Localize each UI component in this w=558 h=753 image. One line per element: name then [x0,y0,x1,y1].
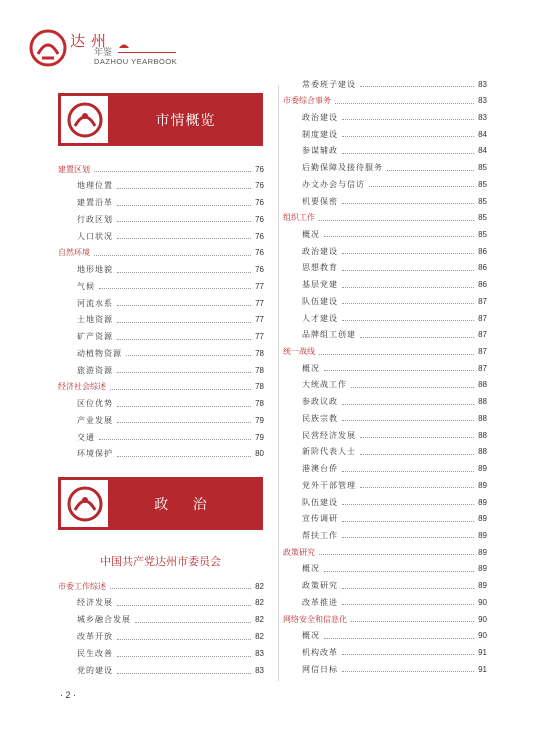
dot-leader [117,304,251,306]
toc-entry[interactable] [302,260,487,276]
toc-page: 77 [255,298,264,308]
toc-label: 地形地貌 [77,265,113,274]
toc-label: 概况 [302,631,320,641]
toc-page: 91 [478,664,487,674]
toc-label: 政治建设 [302,112,338,122]
dot-leader [342,470,474,472]
toc-page: 83 [478,96,487,106]
toc-label: 行政区划 [77,214,113,224]
dot-leader [342,135,474,137]
toc-page: 85 [478,179,487,189]
toc-label: 党外干部管理 [302,480,356,490]
toc-entry[interactable] [77,178,264,194]
toc-category[interactable] [58,379,264,395]
banner-emblem [61,96,108,143]
toc-category[interactable] [58,161,264,177]
toc-entry[interactable] [77,295,264,311]
toc-entry[interactable] [302,644,487,660]
toc-entry[interactable] [302,126,487,142]
dot-leader [117,187,251,189]
dot-leader [342,503,474,505]
toc-page: 83 [255,649,264,659]
toc-label: 矿产资源 [77,332,113,341]
dot-leader [319,353,474,355]
dot-leader [369,185,474,187]
toc-page: 83 [255,666,264,675]
toc-label: 民生改善 [77,649,113,659]
dot-leader [351,620,474,622]
section-title: 市情概览 [155,112,216,129]
dot-leader [117,271,251,273]
toc-label: 政策研究 [283,547,315,557]
logo-text: 达州 [70,32,113,50]
yearbook-en: DAZHOU YEARBOOK [94,57,178,66]
toc-label: 建置区划 [58,164,90,174]
toc-page: 89 [478,464,487,474]
toc-page: 87 [478,313,487,323]
toc-label: 政策研究 [302,581,338,591]
toc-page: 84 [478,146,487,156]
toc-label: 大统战工作 [302,380,347,390]
toc-label: 帮扶工作 [302,530,338,540]
toc-page: 87 [478,363,487,373]
toc-entry[interactable] [302,477,487,493]
toc-page: 89 [478,480,487,490]
dot-leader [324,570,474,572]
dot-leader [117,204,251,206]
toc-entry[interactable] [77,262,264,278]
toc-page: 82 [255,632,264,642]
dot-leader [135,621,251,623]
banner-emblem [61,480,108,527]
dot-leader [342,152,474,154]
toc-page: 76 [255,181,264,191]
toc-page: 89 [478,514,487,524]
yearbook-cn: 年鉴 [94,48,113,58]
toc-entry[interactable] [302,377,487,393]
toc-entry[interactable] [302,527,487,543]
toc-entry[interactable] [77,429,264,445]
toc-entry[interactable] [302,327,487,343]
toc-category[interactable] [283,93,487,109]
toc-page: 82 [255,615,264,625]
dot-leader [319,553,474,555]
dot-leader [342,603,474,605]
toc-page: 87 [478,330,487,340]
dot-leader [342,302,474,304]
toc-page: 76 [255,164,264,174]
toc-label: 自然环境 [58,248,90,258]
dot-leader [342,587,474,589]
dot-leader [117,405,251,407]
toc-label: 建置沿革 [77,198,113,207]
dot-leader [351,386,474,388]
toc-label: 环境保护 [77,449,113,459]
dot-leader [342,520,474,522]
toc-entry[interactable] [302,193,487,209]
toc-label: 概况 [302,229,320,239]
toc-entry[interactable] [77,278,264,294]
toc-page: 82 [255,581,264,591]
toc-entry[interactable] [302,76,487,92]
dot-leader [342,286,474,288]
toc-entry[interactable] [302,360,487,376]
toc-page: 85 [478,229,487,239]
dot-leader [324,369,474,371]
dot-leader [342,319,474,321]
toc-label: 气候 [77,281,95,291]
dot-leader [342,403,474,405]
dot-leader [360,486,474,488]
toc-label: 动植物资源 [77,348,122,358]
toc-page: 89 [478,564,487,574]
toc-entry[interactable] [302,109,487,125]
toc-page: 89 [478,547,487,557]
toc-page: 79 [255,432,264,442]
column-divider [278,85,279,681]
dot-leader [360,436,474,438]
toc-entry[interactable] [77,312,264,328]
toc-entry[interactable] [302,628,487,644]
toc-label: 组织工作 [283,213,315,223]
toc-entry[interactable] [302,444,487,460]
toc-entry[interactable] [302,410,487,426]
toc-page: 78 [255,348,264,358]
toc-page: 89 [478,581,487,591]
toc-label: 后勤保障及接待服务 [302,163,383,173]
toc-label: 统一战线 [283,347,315,357]
dot-leader [117,338,251,340]
toc-label: 市委综合事务 [283,96,331,106]
toc-page: 89 [478,497,487,507]
section-banner-overview [58,93,263,146]
dot-leader [360,336,474,338]
toc-entry[interactable] [302,561,487,577]
emblem-icon [65,100,105,140]
toc-entry[interactable] [77,211,264,227]
toc-entry[interactable] [77,646,264,662]
toc-label: 品牌组工创建 [302,330,356,340]
toc-page: 78 [255,365,264,375]
toc-label: 基层党建 [302,280,338,290]
section-banner-politics [58,477,263,530]
toc-entry[interactable] [77,412,264,428]
toc-entry[interactable] [77,396,264,412]
toc-page: 76 [255,265,264,274]
toc-entry[interactable] [302,243,487,259]
toc-label: 机要保密 [302,196,338,206]
toc-entry[interactable] [77,663,264,679]
toc-entry[interactable] [302,578,487,594]
toc-category[interactable] [58,578,264,594]
dot-leader [360,453,474,455]
toc-label: 旅游资源 [77,365,113,375]
toc-category[interactable] [283,611,487,627]
toc-page: 82 [255,598,264,608]
toc-page: 86 [478,280,487,290]
toc-label: 网络安全和信息化 [283,614,347,624]
dot-leader [324,235,474,237]
section-title: 政 治 [154,496,217,513]
toc-page: 76 [255,214,264,224]
dot-leader [360,85,474,87]
toc-page: 89 [478,530,487,540]
toc-page: 86 [478,263,487,273]
toc-label: 产业发展 [77,415,113,425]
toc-label: 常委班子建设 [302,79,356,89]
toc-page: 90 [478,631,487,641]
toc-entry[interactable] [302,427,487,443]
toc-entry[interactable] [77,329,264,345]
toc-page: 85 [478,213,487,223]
dot-leader [342,202,474,204]
toc-label: 经济发展 [77,598,113,608]
toc-entry[interactable] [77,228,264,244]
toc-label: 政治建设 [302,246,338,256]
toc-label: 参政议政 [302,397,338,407]
page-header [28,26,228,70]
toc-page: 79 [255,415,264,425]
toc-page: 88 [478,380,487,390]
dot-leader [342,118,474,120]
toc-label: 民营经济发展 [302,430,356,440]
toc-label: 思想教育 [302,263,338,273]
toc-label: 概况 [302,564,320,574]
toc-page: 83 [478,112,487,122]
dot-leader [117,321,251,323]
committee-heading: 中国共产党达州市委员会 [100,555,221,568]
toc-entry[interactable] [77,446,264,462]
dot-leader [94,254,251,256]
toc-label: 改革开放 [77,632,113,642]
toc-page: 76 [255,198,264,207]
dot-leader [126,354,251,356]
toc-entry[interactable] [302,293,487,309]
toc-page: 90 [478,597,487,607]
toc-label: 区位优势 [77,399,113,408]
dot-leader [117,638,251,640]
toc-page: 77 [255,281,264,291]
toc-page: 77 [255,315,264,325]
toc-entry[interactable] [302,461,487,477]
toc-entry[interactable] [77,612,264,628]
toc-page: 91 [478,647,487,657]
toc-label: 改革推进 [302,597,338,607]
toc-page: 88 [478,397,487,407]
toc-label: 交通 [77,432,95,442]
emblem-icon [65,484,105,524]
toc-entry[interactable] [77,362,264,378]
toc-entry[interactable] [302,310,487,326]
toc-entry[interactable] [302,594,487,610]
toc-page: 80 [255,449,264,459]
toc-label: 市委工作综述 [58,581,106,591]
toc-label: 参谋辅政 [302,146,338,156]
toc-label: 宣传调研 [302,514,338,524]
toc-entry[interactable] [77,345,264,361]
toc-page: 88 [478,430,487,440]
page-number: · 2 · [60,690,77,700]
toc-category[interactable] [283,344,487,360]
toc-category[interactable] [58,245,264,261]
toc-label: 地理位置 [77,181,113,191]
toc-entry[interactable] [302,143,487,159]
dot-leader [342,670,474,672]
dot-leader [342,536,474,538]
toc-page: 86 [478,246,487,256]
dot-leader [110,388,251,390]
dot-leader [117,421,251,423]
dot-leader [117,604,251,606]
toc-page: 87 [478,347,487,357]
toc-entry[interactable] [302,494,487,510]
toc-page: 76 [255,248,264,258]
toc-entry[interactable] [302,661,487,677]
toc-entry[interactable] [77,595,264,611]
toc-label: 党的建设 [77,666,113,675]
dot-leader [319,219,474,221]
dot-leader [99,438,251,440]
dot-leader [94,170,251,172]
toc-page: 85 [478,196,487,206]
toc-label: 新阶代表人士 [302,447,356,457]
toc-label: 网信日标 [302,664,338,674]
dot-leader [117,655,251,657]
toc-label: 制度建设 [302,129,338,139]
toc-label: 办文办会与信访 [302,179,365,189]
dot-leader [342,269,474,271]
header-rule [118,52,176,53]
toc-page: 78 [255,382,264,392]
dot-leader [117,371,251,373]
toc-label: 经济社会综述 [58,382,106,392]
toc-label: 机构改革 [302,647,338,657]
toc-entry[interactable] [302,226,487,242]
dot-leader [387,169,474,171]
toc-label: 港澳台侨 [302,464,338,474]
dot-leader [342,252,474,254]
toc-page: 77 [255,332,264,341]
dot-leader [342,419,474,421]
toc-label: 队伍建设 [302,497,338,507]
dot-leader [117,237,251,239]
toc-label: 民族宗教 [302,413,338,423]
toc-label: 人才建设 [302,313,338,323]
toc-label: 队伍建设 [302,296,338,306]
toc-page: 87 [478,296,487,306]
dot-leader [117,220,251,222]
toc-label: 城乡融合发展 [77,615,131,625]
dot-leader [117,455,251,457]
toc-page: 88 [478,413,487,423]
hat-icon [118,41,130,49]
toc-category[interactable] [283,210,487,226]
toc-entry[interactable] [302,160,487,176]
toc-page: 85 [478,163,487,173]
dot-leader [110,587,251,589]
toc-page: 83 [478,79,487,89]
toc-entry[interactable] [302,277,487,293]
dot-leader [117,672,251,674]
toc-label: 河流水系 [77,298,113,308]
toc-entry[interactable] [302,394,487,410]
toc-label: 概况 [302,363,320,373]
toc-label: 人口状况 [77,231,113,241]
dot-leader [99,287,251,289]
toc-page: 84 [478,129,487,139]
toc-category[interactable] [283,544,487,560]
toc-entry[interactable] [302,511,487,527]
toc-page: 90 [478,614,487,624]
dot-leader [335,102,474,104]
dazhou-logo-icon [28,28,68,68]
dot-leader [324,637,474,639]
toc-entry[interactable] [77,629,264,645]
toc-page: 88 [478,447,487,457]
toc-entry[interactable] [77,195,264,211]
dot-leader [342,653,474,655]
toc-label: 土地资源 [77,315,113,325]
toc-page: 78 [255,399,264,408]
toc-entry[interactable] [302,176,487,192]
toc-page: 76 [255,231,264,241]
